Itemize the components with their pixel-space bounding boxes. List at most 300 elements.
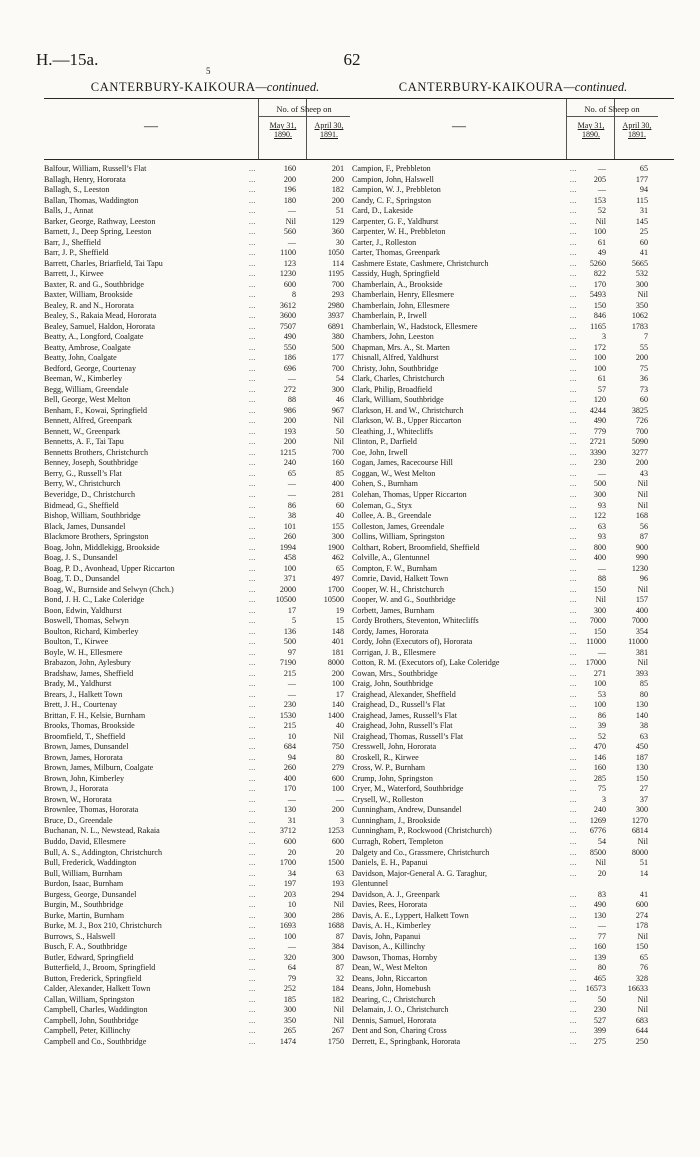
sheep-1891: 20 — [335, 847, 344, 857]
right-table-body — [352, 164, 674, 1047]
table-row — [44, 627, 366, 638]
leader-dots: ... — [249, 964, 256, 973]
page-header — [36, 50, 668, 70]
sheep-1890: — — [287, 689, 296, 699]
table-row — [44, 490, 366, 501]
sheep-1890: 197 — [283, 879, 296, 889]
table-row — [352, 164, 674, 175]
table-row — [44, 953, 366, 964]
sheep-1890: — — [287, 679, 296, 689]
sheep-1890: 86 — [287, 500, 296, 510]
sheep-1891: 129 — [331, 216, 344, 226]
leader-dots: ... — [570, 490, 577, 499]
owner-name: Craighead, D., Russell’s Flat — [352, 700, 446, 710]
sheep-1890: 470 — [593, 742, 606, 752]
sheep-1891: 700 — [331, 279, 344, 289]
sheep-1890: 490 — [283, 332, 296, 342]
sheep-1890: 50 — [597, 994, 606, 1004]
owner-name: Ballan, Thomas, Waddington — [44, 195, 139, 205]
owner-name: Bennetts, A. F., Tai Tapu — [44, 437, 124, 447]
leader-dots: ... — [249, 648, 256, 657]
owner-name: Cohen, S., Burnham — [352, 479, 418, 489]
table-row — [352, 238, 674, 249]
sheep-1890: 7507 — [279, 321, 296, 331]
table-row — [44, 332, 366, 343]
sheep-1891: 6891 — [327, 321, 344, 331]
sheep-1890: 822 — [593, 269, 606, 279]
sheep-1891: 37 — [639, 794, 648, 804]
leader-dots: ... — [249, 575, 256, 584]
leader-dots: ... — [570, 722, 577, 731]
table-row — [44, 995, 366, 1006]
sheep-1891: 73 — [639, 384, 648, 394]
leader-dots: ... — [249, 911, 256, 920]
sheep-1891: 250 — [635, 1036, 648, 1046]
owner-name: Chisnall, Alfred, Yaldhurst — [352, 353, 439, 363]
sheep-1891: 76 — [639, 963, 648, 973]
table-row — [352, 974, 674, 985]
sheep-1891: 354 — [635, 626, 648, 636]
leader-dots: ... — [570, 995, 577, 1004]
leader-dots: ... — [570, 816, 577, 825]
table-row — [44, 175, 366, 186]
sheep-1891: 65 — [639, 164, 648, 173]
table-row — [44, 637, 366, 648]
sheep-1890: — — [597, 468, 606, 478]
right-column — [352, 80, 674, 1047]
owner-name: Clark, William, Southbridge — [352, 395, 444, 405]
sheep-1891: 16633 — [627, 984, 648, 994]
leader-dots: ... — [249, 869, 256, 878]
sheep-1890: 300 — [593, 605, 606, 615]
leader-dots: ... — [570, 596, 577, 605]
left-column-title — [44, 80, 366, 96]
table-row — [352, 175, 674, 186]
sheep-1891: Nil — [333, 731, 344, 741]
leader-dots: ... — [249, 228, 256, 237]
owner-name: Cowan, Mrs., Southbridge — [352, 668, 438, 678]
owner-name: Butler, Edward, Springfield — [44, 952, 134, 962]
table-row — [352, 311, 674, 322]
leader-dots: ... — [249, 238, 256, 247]
sheep-1891: 40 — [335, 511, 344, 521]
sheep-1890: 265 — [283, 1026, 296, 1036]
table-row — [44, 185, 366, 196]
sheep-1890: 150 — [593, 300, 606, 310]
leader-dots: ... — [249, 396, 256, 405]
table-row — [44, 932, 366, 943]
table-row — [352, 763, 674, 774]
sheep-1890: 180 — [283, 195, 296, 205]
owner-name: Brown, James, Dunsandel — [44, 742, 129, 752]
sheep-1891: 1253 — [327, 826, 344, 836]
sheep-1891: 5665 — [631, 258, 648, 268]
sheep-1891: 532 — [635, 269, 648, 279]
leader-dots: ... — [249, 669, 256, 678]
leader-dots: ... — [570, 564, 577, 573]
leader-dots: ... — [249, 753, 256, 762]
sheep-1890: 271 — [593, 668, 606, 678]
table-row — [352, 301, 674, 312]
owner-name: Cooper, W. and G., Southbridge — [352, 595, 456, 605]
sheep-1890: 83 — [597, 889, 606, 899]
leader-dots: ... — [570, 711, 577, 720]
owner-name: Collins, William, Springston — [352, 532, 445, 542]
sheep-1890: 100 — [283, 563, 296, 573]
table-row — [44, 658, 366, 669]
sheep-1890: 779 — [593, 426, 606, 436]
sheep-1891: 115 — [636, 195, 648, 205]
leader-dots: ... — [570, 974, 577, 983]
leader-dots: ... — [249, 533, 256, 542]
sheep-1890: Nil — [595, 595, 606, 605]
sheep-1890: 371 — [283, 574, 296, 584]
sheep-1891: 41 — [639, 889, 648, 899]
sheep-1890: 123 — [283, 258, 296, 268]
owner-name: Burrows, S., Halswell — [44, 931, 116, 941]
table-row — [44, 311, 366, 322]
sheep-1891: 1500 — [327, 858, 344, 868]
leader-dots: ... — [570, 911, 577, 920]
owner-name: Chapman, Mrs. A., St. Marten — [352, 342, 450, 352]
leader-dots: ... — [570, 354, 577, 363]
sheep-1890: 400 — [593, 553, 606, 563]
owner-name: Bidmead, G., Sheffield — [44, 500, 119, 510]
owner-name: Cryer, M., Waterford, Southbridge — [352, 784, 464, 794]
table-row — [44, 890, 366, 901]
owner-name: Coleman, G., Styx — [352, 500, 413, 510]
right-col1-header — [568, 121, 614, 139]
owner-name: Busch, F. A., Southbridge — [44, 942, 128, 952]
owner-name: Coggan, W., West Melton — [352, 468, 436, 478]
leader-dots: ... — [249, 606, 256, 615]
owner-name: Bull, Frederick, Waddington — [44, 858, 137, 868]
leader-dots: ... — [249, 764, 256, 773]
sheep-1890: 39 — [597, 721, 606, 731]
sheep-1891: 400 — [635, 605, 648, 615]
sheep-1890: 1530 — [279, 710, 296, 720]
table-row — [352, 995, 674, 1006]
leader-dots: ... — [249, 722, 256, 731]
sheep-1891: Nil — [637, 1005, 648, 1015]
sheep-1891: Nil — [333, 437, 344, 447]
table-row — [352, 227, 674, 238]
table-row — [44, 900, 366, 911]
owner-name: Campion, W. J., Prebbleton — [352, 185, 441, 195]
leader-dots: ... — [570, 333, 577, 342]
table-row — [44, 763, 366, 774]
owner-name: Boag, P. D., Avonhead, Upper Riccarton — [44, 563, 175, 573]
sheep-1891: 140 — [331, 700, 344, 710]
owner-name: Chamberlain, John, Ellesmere — [352, 300, 450, 310]
owner-name: Baxter, William, Brookside — [44, 290, 133, 300]
table-row — [352, 732, 674, 743]
sheep-1891: 85 — [639, 679, 648, 689]
sheep-1890: — — [287, 794, 296, 804]
sheep-1890: 1994 — [279, 542, 296, 552]
sheep-1891: 750 — [331, 742, 344, 752]
owner-name: Bennetts Brothers, Christchurch — [44, 447, 149, 457]
sheep-1890: 53 — [597, 689, 606, 699]
owner-name: Glentunnel — [352, 879, 388, 889]
sheep-1890: 1269 — [589, 815, 606, 825]
sheep-1891: 181 — [331, 647, 344, 657]
table-row — [44, 469, 366, 480]
owner-name: Campbell and Co., Southbridge — [44, 1036, 147, 1046]
sheep-1890: 2000 — [279, 584, 296, 594]
leader-dots: ... — [249, 953, 256, 962]
table-row — [44, 858, 366, 869]
leader-dots: ... — [570, 848, 577, 857]
sheep-1890: 3390 — [589, 447, 606, 457]
table-row — [44, 280, 366, 291]
table-row — [44, 196, 366, 207]
table-row — [352, 416, 674, 427]
owner-name: Brown, James, Milburn, Coalgate — [44, 763, 154, 773]
table-row — [44, 227, 366, 238]
owner-name: Beeman, W., Kimberley — [44, 374, 122, 384]
owner-name: Chamberlain, A., Brookside — [352, 279, 443, 289]
leader-dots: ... — [249, 459, 256, 468]
owner-name: Broomfield, T., Sheffield — [44, 731, 126, 741]
owner-name: Davis, A. H., Kimberley — [352, 921, 431, 931]
sheep-1891: 140 — [635, 710, 648, 720]
sheep-1891: 497 — [331, 574, 344, 584]
sheep-1891: 177 — [635, 174, 648, 184]
table-row — [44, 869, 366, 880]
leader-dots: ... — [570, 270, 577, 279]
table-row — [352, 269, 674, 280]
sheep-1891: 1900 — [327, 542, 344, 552]
page-reference: H.—15a. — [36, 50, 99, 69]
leader-dots: ... — [249, 617, 256, 626]
owner-name: Boyle, W. H., Ellesmere — [44, 647, 123, 657]
owner-name: Carter, Thomas, Greenpark — [352, 248, 441, 258]
sheep-1890: — — [597, 647, 606, 657]
owner-name: Dearing, C., Christchurch — [352, 994, 436, 1004]
owner-name: Chamberlain, Henry, Ellesmere — [352, 290, 454, 300]
owner-name: Berry, W., Christchurch — [44, 479, 121, 489]
sheep-1891: Nil — [637, 500, 648, 510]
sheep-1890: 696 — [283, 363, 296, 373]
sheep-1890: 600 — [283, 837, 296, 846]
sheep-1890: 458 — [283, 553, 296, 563]
owner-name: Cordy Brothers, Steventon, Whitecliffs — [352, 616, 479, 626]
table-row — [352, 532, 674, 543]
table-row — [352, 501, 674, 512]
owner-name: Carpenter, G. F., Yaldhurst — [352, 216, 439, 226]
owner-name: Cashmere Estate, Cashmere, Christchurch — [352, 258, 489, 268]
page-number: 62 — [343, 50, 361, 69]
sheep-1890: 490 — [593, 416, 606, 426]
leader-dots: ... — [249, 217, 256, 226]
owner-name: Craighead, John, Russell’s Flat — [352, 721, 453, 731]
leader-dots: ... — [570, 228, 577, 237]
sheep-1890: 3600 — [279, 311, 296, 321]
table-row — [44, 395, 366, 406]
owner-name: Burdon, Isaac, Burnham — [44, 879, 124, 889]
sheep-1891: 160 — [331, 458, 344, 468]
leader-dots: ... — [570, 238, 577, 247]
table-row — [352, 869, 674, 880]
sheep-1890: 3712 — [279, 826, 296, 836]
sheep-1891: 65 — [335, 563, 344, 573]
sheep-1890: 97 — [287, 647, 296, 657]
leader-dots: ... — [249, 364, 256, 373]
owner-name: Dawson, Thomas, Hornby — [352, 952, 438, 962]
sheep-1891: 87 — [639, 532, 648, 542]
leader-dots: ... — [570, 165, 577, 173]
table-row — [352, 353, 674, 364]
sheep-1890: 1700 — [279, 858, 296, 868]
sheep-1890: 146 — [593, 752, 606, 762]
leader-dots: ... — [249, 974, 256, 983]
leader-dots: ... — [570, 312, 577, 321]
sheep-1891: Nil — [333, 900, 344, 910]
leader-dots: ... — [570, 690, 577, 699]
sheep-1890: — — [597, 921, 606, 931]
owner-name: Compton, F. W., Burnham — [352, 563, 438, 573]
leader-dots: ... — [570, 375, 577, 384]
owner-name: Brown, John, Kimberley — [44, 773, 125, 783]
table-row — [352, 942, 674, 953]
leader-dots: ... — [249, 354, 256, 363]
left-col2-header — [308, 121, 350, 139]
leader-dots: ... — [570, 196, 577, 205]
sheep-1890: 54 — [597, 837, 606, 846]
sheep-1890: 88 — [597, 574, 606, 584]
owner-name: Barrett, Charles, Briarfield, Tai Tapu — [44, 258, 163, 268]
leader-dots: ... — [570, 659, 577, 668]
table-row — [352, 1005, 674, 1016]
sheep-1891: 130 — [635, 700, 648, 710]
sheep-1890: 52 — [597, 206, 606, 216]
table-row — [44, 648, 366, 659]
sheep-1891: 27 — [639, 784, 648, 794]
sheep-1891: 1230 — [631, 563, 648, 573]
sheep-1890: 196 — [283, 185, 296, 195]
sheep-1891: 55 — [639, 342, 648, 352]
table-row — [352, 385, 674, 396]
owner-name: Brown, W., Hororata — [44, 794, 112, 804]
owner-name: Clarkson, W. B., Upper Riccarton — [352, 416, 462, 426]
sheep-1891: Nil — [637, 290, 648, 300]
leader-dots: ... — [570, 259, 577, 268]
owner-name: Card, D., Lakeside — [352, 206, 413, 216]
sheep-1891: Nil — [637, 479, 648, 489]
sheep-1891: 96 — [639, 574, 648, 584]
right-col1-line2: 1890. — [582, 130, 600, 139]
sheep-1891: 200 — [635, 353, 648, 363]
sheep-1890: — — [287, 942, 296, 952]
sheep-1891: 200 — [331, 174, 344, 184]
sheep-1890: Nil — [595, 858, 606, 868]
owner-name: Davison, A., Killinchy — [352, 942, 426, 952]
sheep-1890: 100 — [593, 679, 606, 689]
sheep-1891: 150 — [635, 942, 648, 952]
sheep-1891: 85 — [335, 468, 344, 478]
sheep-1890: 320 — [283, 952, 296, 962]
owner-name: Brooks, Thomas, Brookside — [44, 721, 135, 731]
sheep-1890: 38 — [287, 511, 296, 521]
owner-name: Carter, J., Rolleston — [352, 237, 417, 247]
table-row — [352, 921, 674, 932]
left-title-text: CANTERBURY-KAIKOURA — [90, 80, 256, 94]
sheep-1890: 8500 — [589, 847, 606, 857]
sheep-1891: 384 — [331, 942, 344, 952]
owner-name: Corrigan, J. B., Ellesmere — [352, 647, 436, 657]
table-row — [44, 742, 366, 753]
table-row — [44, 616, 366, 627]
leader-dots: ... — [249, 680, 256, 689]
table-row — [44, 206, 366, 217]
sheep-1891: 201 — [331, 164, 344, 173]
sheep-1891: 184 — [331, 984, 344, 994]
leader-dots: ... — [570, 890, 577, 899]
sheep-1891: 87 — [335, 931, 344, 941]
owner-name: Buchanan, N. L., Newstead, Rakaia — [44, 826, 160, 836]
sheep-1891: 200 — [331, 805, 344, 815]
table-row — [352, 469, 674, 480]
owner-name: Derrett, E., Springbank, Hororata — [352, 1036, 461, 1046]
sheep-1891: 500 — [331, 342, 344, 352]
sheep-1890: 100 — [593, 227, 606, 237]
sheep-1891: 11000 — [628, 637, 648, 647]
sheep-1890: 88 — [287, 395, 296, 405]
leader-dots: ... — [249, 554, 256, 563]
leader-dots: ... — [249, 1006, 256, 1015]
sheep-1891: 80 — [639, 689, 648, 699]
owner-name: Dalgety and Co., Grassmere, Christchurch — [352, 847, 490, 857]
left-col1-line2: 1890. — [274, 130, 292, 139]
owner-name: Davies, Rees, Hororata — [352, 900, 428, 910]
sheep-1891: 279 — [331, 763, 344, 773]
owner-name: Clinton, P., Darfield — [352, 437, 417, 447]
table-row — [44, 522, 366, 533]
leader-dots: ... — [249, 995, 256, 1004]
owner-name: Ballagh, S., Leeston — [44, 185, 110, 195]
sheep-1890: 3 — [601, 332, 606, 342]
right-table-header — [352, 98, 674, 160]
sheep-1891: 94 — [639, 185, 648, 195]
table-row — [352, 858, 674, 869]
leader-dots: ... — [249, 175, 256, 184]
sheep-1891: 1750 — [327, 1036, 344, 1046]
sheep-1891: 300 — [635, 805, 648, 815]
leader-dots: ... — [570, 207, 577, 216]
left-title-continued: —continued. — [255, 80, 320, 94]
leader-dots: ... — [249, 774, 256, 783]
owner-name: Burgin, M., Southbridge — [44, 900, 124, 910]
sheep-1890: 61 — [597, 237, 606, 247]
leader-dots: ... — [249, 280, 256, 289]
table-row — [352, 805, 674, 816]
table-row — [352, 406, 674, 417]
owner-name: Barker, George, Rathway, Leeston — [44, 216, 156, 226]
leader-dots: ... — [570, 554, 577, 563]
leader-dots: ... — [249, 795, 256, 804]
sheep-1890: 275 — [593, 1036, 606, 1046]
table-row — [352, 364, 674, 375]
owner-name: Davidson, Major-General A. G. Taraghur, — [352, 868, 488, 878]
table-row — [44, 816, 366, 827]
leader-dots: ... — [570, 343, 577, 352]
sheep-1890: 170 — [283, 784, 296, 794]
leader-dots: ... — [249, 890, 256, 899]
sheep-1890: 10 — [287, 731, 296, 741]
table-row — [44, 879, 366, 890]
owner-name: Boulton, Richard, Kimberley — [44, 626, 139, 636]
